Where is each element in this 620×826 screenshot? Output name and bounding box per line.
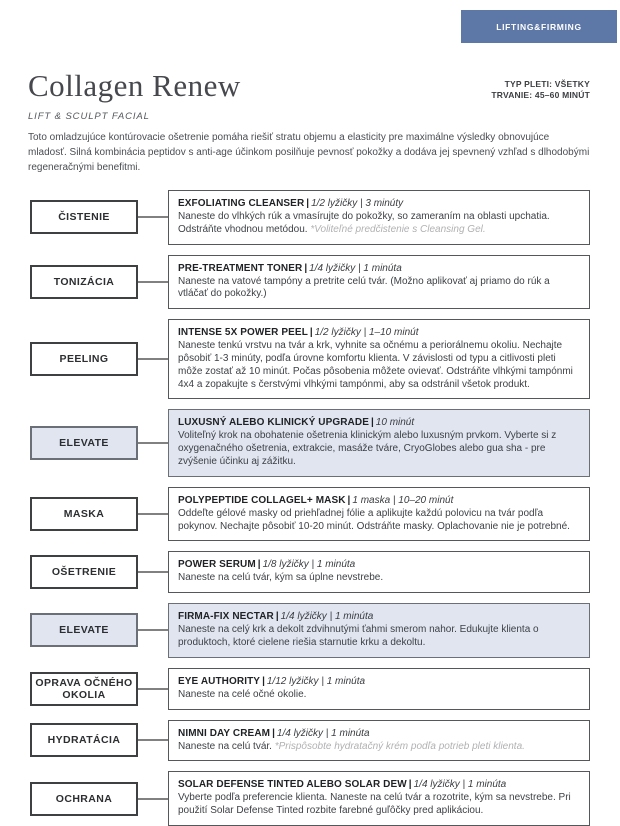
product-name: SOLAR DEFENSE TINTED ALEBO SOLAR DEW [178, 779, 407, 791]
optional-note: *Prispôsobte hydratačný krém podľa potrieb pleti klienta. [274, 740, 525, 752]
connector-line [138, 513, 168, 515]
skin-type-label: TYP PLETI: VŠETKY [504, 79, 590, 89]
step-instructions [178, 792, 580, 818]
step-row-elevate-upgrade [30, 409, 590, 476]
step-heading [178, 778, 580, 791]
separator: | [309, 327, 313, 339]
dosage-duration: 1/2 lyžičky | 1–10 minút [314, 327, 419, 339]
step-label-text: OCHRANA [55, 792, 113, 805]
step-content [168, 668, 590, 710]
step-heading [178, 262, 580, 275]
step-label-text: OPRAVA OČNÉHO OKOLIA [35, 676, 133, 701]
connector-line [138, 629, 168, 631]
product-name: LUXUSNÝ ALEBO KLINICKÝ UPGRADE [178, 417, 369, 429]
category-badge: LIFTING&FIRMING [461, 10, 617, 43]
step-content [168, 319, 590, 399]
step-instructions [178, 741, 580, 754]
instructions-text: Naneste do vlhkých rúk a vmasírujte do pokožky, so zameraním na oblasti upchatia. Odstráňte vhodnou metódou. [178, 211, 550, 235]
connector-line [138, 281, 168, 283]
step-heading [178, 494, 580, 507]
step-row-cistenie [30, 190, 590, 245]
step-label [30, 497, 138, 531]
product-name: POWER SERUM [178, 559, 256, 571]
product-name: INTENSE 5X POWER PEEL [178, 327, 308, 339]
step-content [168, 487, 590, 542]
connector-line [138, 688, 168, 690]
step-label [30, 265, 138, 299]
step-heading [178, 675, 580, 688]
step-heading [178, 326, 580, 339]
dosage-duration: 1/12 lyžičky | 1 minúta [266, 675, 366, 687]
step-label-text: ELEVATE [59, 624, 109, 637]
separator: | [304, 262, 308, 274]
step-instructions [178, 430, 580, 468]
separator: | [370, 417, 374, 429]
instructions-text: Vyberte podľa preferencie klienta. Naneste na celú tvár a rozotrite, kým sa nevstrebe. Pri použití Solar Defense Tinted rozbite farebné guľôčky pred aplikáciou. [178, 792, 571, 817]
step-row-tonizacia [30, 255, 590, 310]
product-name: NIMNI DAY CREAM [178, 727, 271, 739]
step-content [168, 551, 590, 593]
separator: | [257, 559, 261, 571]
dosage-duration: 1/2 lyžičky | 3 minúty [311, 198, 404, 209]
step-label [30, 613, 138, 647]
dosage-duration: 10 minút [375, 417, 415, 429]
step-row-peeling [30, 319, 590, 399]
step-label-text: MASKA [63, 508, 105, 521]
separator: | [272, 727, 275, 739]
page-subtitle: LIFT & SCULPT FACIAL [28, 111, 150, 122]
step-label [30, 200, 138, 234]
connector-line [138, 442, 168, 444]
step-instructions [178, 340, 580, 391]
step-label [30, 342, 138, 376]
instructions-text: Naneste na celý krk a dekolt zdvihnutými ťahmi smerom nahor. Edukujte klienta o produktoch, ktoré cielene riešia starnutie krku a dekoltu. [178, 624, 539, 648]
product-name: FIRMA-FIX NECTAR [178, 611, 274, 623]
instructions-text: Oddeľte gélové masky od priehľadnej fólie a aplikujte každú polovicu na tvár podľa pokynov. Nechajte pôsobiť 10-20 minút. Odstráňte masky. Oplachovanie nie je potrebné. [178, 507, 570, 532]
instructions-text: Voliteľný krok na obohatenie ošetrenia klinickým alebo luxusným prvkom. Vyberte si z oxygenačného ošetrenia, extrakcie, masáže tváre, CryoGlobes alebo gua sha - pre zvýšenie účinku aj zážitku. [178, 430, 557, 467]
step-heading [178, 727, 580, 740]
instructions-text: Naneste na celé očné okolie. [178, 688, 307, 700]
separator: | [275, 611, 279, 623]
dosage-duration: 1/4 lyžičky | 1 minúta [309, 262, 402, 274]
step-label-text: ČISTENIE [58, 211, 110, 224]
step-label [30, 672, 138, 706]
step-label [30, 723, 138, 757]
intro-paragraph: Toto omladzujúce kontúrovacie ošetrenie pomáha riešiť stratu objemu a elasticity pre maximálne výsledky obnovujúce mladosť. Silná kombinácia peptidov s anti-age účinkom posilňuje pevnosť pokožky a dodáva jej spevnený vzhľad s dlhodobými regeneračnými benefitmi. [28, 132, 590, 173]
dosage-duration: 1/8 lyžičky | 1 minúta [262, 559, 356, 571]
step-label [30, 426, 138, 460]
connector-line [138, 739, 168, 741]
step-row-osetrenie [30, 551, 590, 593]
steps-list [0, 190, 620, 826]
step-content [168, 720, 590, 762]
connector-line [138, 571, 168, 573]
optional-note: *Voliteľné predčistenie s Cleansing Gel. [310, 223, 486, 235]
step-heading [178, 197, 580, 210]
dosage-duration: 1/4 lyžičky | 1 minúta [280, 611, 374, 623]
dosage-duration: 1 maska | 10–20 minút [352, 494, 454, 506]
step-row-oprava-ocneho-okolia [30, 668, 590, 710]
step-instructions [178, 211, 580, 237]
step-content [168, 771, 590, 826]
step-row-maska [30, 487, 590, 542]
step-label-text: PEELING [59, 353, 109, 366]
step-instructions [178, 508, 580, 534]
product-name: PRE-TREATMENT TONER [178, 262, 303, 274]
page-title: Collagen Renew [28, 68, 241, 103]
step-instructions [178, 276, 580, 302]
instructions-text: Naneste na celú tvár, kým sa úplne nevstrebe. [178, 572, 384, 584]
instructions-text: Naneste tenkú vrstvu na tvár a krk, vyhnite sa očnému a periorálnemu okoliu. Nechajte pôsobiť 1-3 minúty, podľa úrovne komfortu klienta. V závislosti od typu a citlivosti pleti môže zostať až 10 minút. Počas pôsobenia môžete ovievať. Odstráňte vlhkými tampónmi 4x4 a zopakujte s čerstvými vlhkými tampónmi, aby sa odstránil všetok produkt. [178, 340, 573, 390]
step-label-text: OŠETRENIE [51, 566, 117, 579]
treatment-meta [491, 79, 590, 100]
step-content [168, 190, 590, 245]
dosage-duration: 1/4 lyžičky | 1 minúta [413, 779, 507, 791]
separator: | [306, 198, 310, 209]
step-heading [178, 610, 580, 623]
step-row-hydratacia [30, 720, 590, 762]
step-label [30, 782, 138, 816]
instructions-text: Naneste na vatové tampóny a pretrite celú tvár. (Možno aplikovať aj priamo do rúk a vtláčať do pokožky.) [178, 275, 550, 300]
separator: | [262, 675, 265, 687]
separator: | [408, 779, 412, 791]
step-label [30, 555, 138, 589]
duration-label: TRVANIE: 45–60 MINÚT [491, 89, 590, 100]
product-name: EXFOLIATING CLEANSER [178, 198, 305, 209]
dosage-duration: 1/4 lyžičky | 1 minúta [276, 727, 370, 739]
step-label-text: TONIZÁCIA [53, 275, 115, 288]
step-row-ochrana [30, 771, 590, 826]
step-instructions [178, 572, 580, 585]
step-content [168, 255, 590, 310]
connector-line [138, 216, 168, 218]
separator: | [347, 494, 351, 506]
step-content [168, 603, 590, 658]
connector-line [138, 798, 168, 800]
product-name: POLYPEPTIDE COLLAGEL+ MASK [178, 494, 346, 506]
step-heading [178, 416, 580, 429]
instructions-text: Naneste na celú tvár. [178, 740, 272, 752]
step-label-text: ELEVATE [59, 437, 109, 450]
step-instructions [178, 624, 580, 650]
step-content [168, 409, 590, 476]
step-label-text: HYDRATÁCIA [47, 734, 121, 747]
step-heading [178, 558, 580, 571]
step-row-elevate-nectar [30, 603, 590, 658]
product-name: EYE AUTHORITY [178, 675, 261, 687]
connector-line [138, 358, 168, 360]
step-instructions [178, 689, 580, 702]
